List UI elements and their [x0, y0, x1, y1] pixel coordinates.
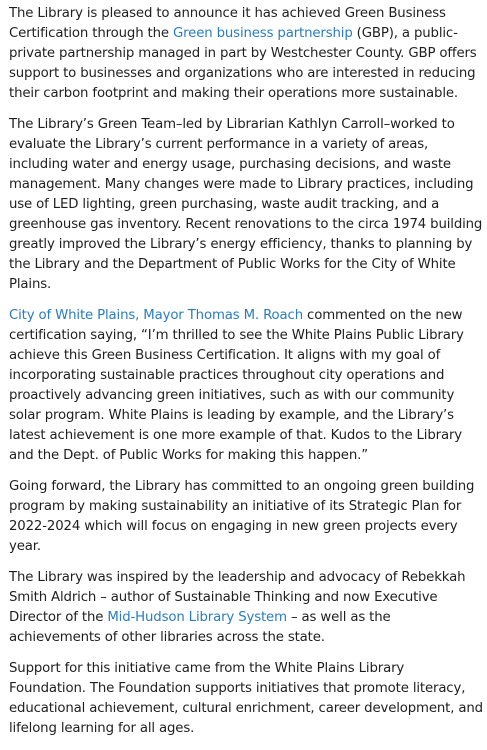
paragraph-foundation-support: Support for this initiative came from the White Plains Library Foundation. The Foundation supports initiatives that promote literacy, educational achievement, cultural enrichment, career development, and lifelong learning for all ages.: [9, 661, 483, 736]
article-body: [9, 4, 483, 750]
paragraph-green-team: The Library’s Green Team–led by Librarian Kathlyn Carroll–worked to evaluate the Library’s current performance in a variety of areas, including water and energy usage, purchasing decisions, and waste management. Many changes were made to Library practices, including use of LED lighting, green purchasing, waste audit tracking, and a greenhouse gas inventory. Recent renovations to the circa 1974 building greatly improved the Library’s energy efficiency, thanks to planning by the Library and the Department of Public Works for the City of White Plains.: [9, 117, 483, 292]
paragraph-announcement: [9, 4, 483, 104]
announcement-text-end: (GBP), a public-private partnership managed in part by Westchester County. GBP offers support to businesses and organizations who are interested in reducing their carbon footprint and making their operations more sustainable.: [9, 26, 477, 101]
green-business-partnership-link[interactable]: Green business partnership: [173, 26, 353, 41]
inspiration-text-end: – as well as the achievements of other libraries across the state.: [9, 610, 391, 645]
paragraph-inspiration: [9, 568, 483, 648]
mayor-quote-text: commented on the new certification saying, “I’m thrilled to see the White Plains Public Library achieve this Green Business Certification. It aligns with my goal of incorporating sustainable practices throughout city operations and proactively advancing green initiatives, such as with our community solar program. White Plains is leading by example, and the Library’s latest achievement is one more example of that. Kudos to the Library and the Dept. of Public Works for making this happen.”: [9, 308, 464, 463]
mid-hudson-library-system-link[interactable]: Mid-Hudson Library System: [107, 610, 287, 625]
inspiration-text-start: The Library was inspired by the leadership and advocacy of Rebekkah Smith Aldrich – author of Sustainable Thinking and now Executive Director of the: [9, 570, 466, 625]
mayor-link[interactable]: City of White Plains, Mayor Thomas M. Roach: [9, 308, 303, 323]
paragraph-going-forward: Going forward, the Library has committed to an ongoing green building program by making sustainability an initiative of its Strategic Plan for 2022-2024 which will focus on engaging in new green projects every year.: [9, 479, 475, 554]
announcement-text-start: The Library is pleased to announce it has achieved Green Business Certification through the: [9, 6, 446, 41]
paragraph-mayor-quote: [9, 306, 483, 466]
